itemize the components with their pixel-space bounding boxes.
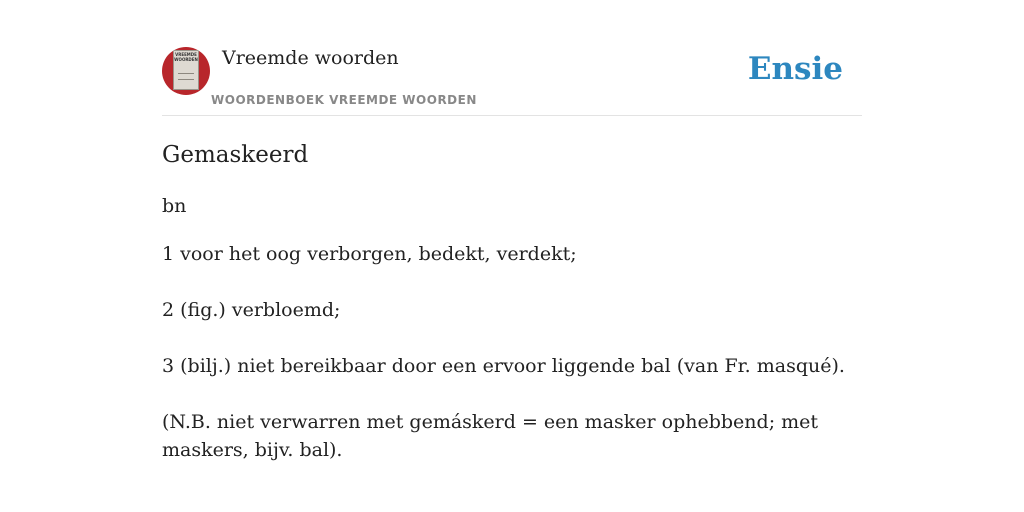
source-subtitle: WOORDENBOEK VREEMDE WOORDEN [211,93,477,107]
source-title[interactable]: Vreemde woorden [222,47,399,69]
book-cover-icon [173,50,199,90]
definition-item: 2 (fig.) verbloemd; [162,299,341,321]
book-cover-title: VREEMDE WOORDEN [174,52,198,62]
header [162,44,862,116]
definitions-list [162,240,862,492]
entry-title: Gemaskeerd [162,142,309,168]
part-of-speech: bn [162,195,187,217]
brand-logo[interactable]: Ensie [747,51,843,87]
book-cover-lines [178,73,194,80]
source-avatar[interactable] [162,47,210,95]
definition-item: 1 voor het oog verborgen, bedekt, verdekt; [162,243,577,265]
definition-note: (N.B. niet verwarren met gemáskerd = een masker ophebbend; met maskers, bijv. bal). [162,411,819,461]
definition-item: 3 (bilj.) niet bereikbaar door een ervoor liggende bal (van Fr. masqué). [162,355,845,377]
